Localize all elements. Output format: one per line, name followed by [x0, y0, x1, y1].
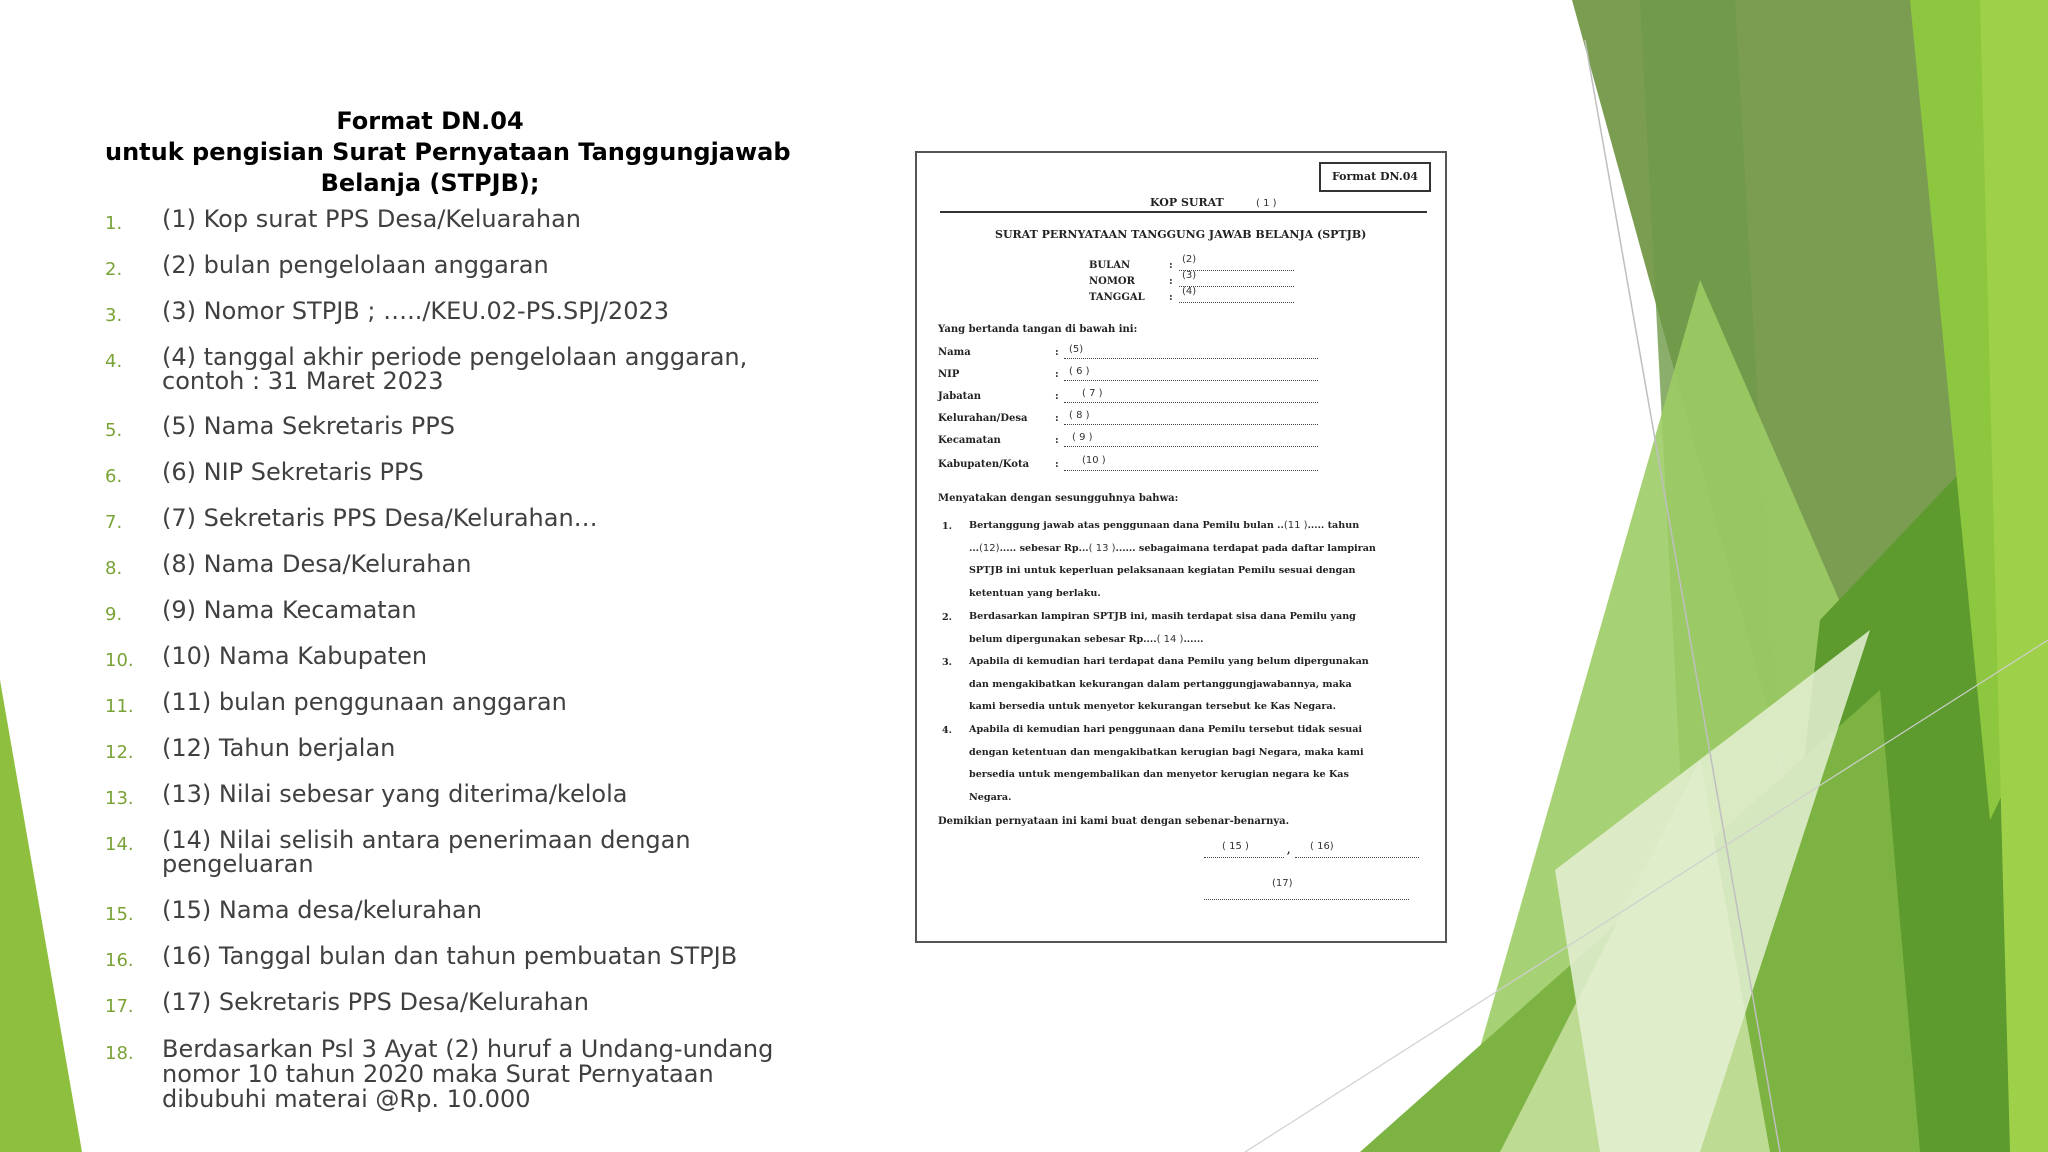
list-text: (2) bulan pengelolaan anggaran	[162, 251, 549, 279]
colon: :	[1055, 435, 1059, 446]
list-text: (5) Nama Sekretaris PPS	[162, 412, 455, 440]
point-4-text: Apabila di kemudian hari penggunaan dana Pemilu tersebut tidak sesuai dengan ketentuan dan mengakibatkan kerugian bagi Negara, maka kami bersedia untuk mengembalikan dan menyetor kerugian negara ke Kas Negara.	[969, 724, 1364, 803]
list-text: (17) Sekretaris PPS Desa/Kelurahan	[162, 988, 589, 1016]
list-number: 18.	[105, 1043, 134, 1064]
form-heading: SURAT PERNYATAAN TANGGUNG JAWAB BELANJA (SPTJB)	[995, 228, 1367, 241]
bulan-annotation: (2)	[1182, 254, 1197, 265]
list-text: (16) Tanggal bulan dan tahun pembuatan STPJB	[162, 942, 738, 970]
list-number: 7.	[105, 512, 123, 533]
comma: ,	[1287, 845, 1291, 856]
field-label-kabupaten: Kabupaten/Kota	[938, 459, 1030, 470]
list-text-continued: pengeluaran	[162, 850, 314, 878]
intro-text: Yang bertanda tangan di bawah ini:	[938, 324, 1138, 335]
list-text: (13) Nilai sebesar yang diterima/kelola	[162, 780, 628, 808]
list-text: (7) Sekretaris PPS Desa/Kelurahan…	[162, 504, 598, 532]
list-number: 5.	[105, 420, 123, 441]
colon: :	[1055, 347, 1059, 358]
bulan-dotted-line	[1179, 270, 1294, 271]
nomor-annotation: (3)	[1182, 270, 1197, 281]
field-label-jabatan: Jabatan	[938, 391, 982, 402]
list-text: Berdasarkan Psl 3 Ayat (2) huruf a Undang-undang	[162, 1035, 774, 1063]
nama-dotted-line	[1064, 358, 1318, 359]
list-text: (9) Nama Kecamatan	[162, 596, 417, 624]
list-text-continued: nomor 10 tahun 2020 maka Surat Pernyataan	[162, 1060, 714, 1088]
annotation-13: ( 13 )	[1088, 542, 1116, 554]
title-line-3: Belanja (STPJB);	[320, 169, 540, 197]
list-number: 6.	[105, 466, 123, 487]
point-3-text: Apabila di kemudian hari terdapat dana Pemilu yang belum dipergunakan dan mengakibatkan kekurangan dalam pertanggungjawabannya, maka kami bersedia untuk menyetor kekurangan tersebut ke Kas Negara.	[969, 656, 1369, 712]
list-number: 2.	[105, 259, 123, 280]
jabatan-annotation: ( 7 )	[1082, 388, 1103, 399]
list-text: (14) Nilai selisih antara penerimaan dengan	[162, 826, 691, 854]
nomor-label: NOMOR	[1089, 276, 1135, 287]
header-rule	[940, 211, 1427, 213]
list-text: (12) Tahun berjalan	[162, 734, 396, 762]
list-number: 11.	[105, 696, 134, 717]
nip-annotation: ( 6 )	[1069, 366, 1090, 377]
annotation-12: (12)	[979, 542, 1000, 554]
nomor-dotted-line	[1179, 286, 1294, 287]
list-text: (6) NIP Sekretaris PPS	[162, 458, 424, 486]
list-text: (4) tanggal akhir periode pengelolaan anggaran,	[162, 343, 748, 371]
field-label-nama: Nama	[938, 347, 971, 358]
annotation-15: ( 15 )	[1222, 841, 1249, 852]
list-number: 9.	[105, 604, 123, 625]
kecamatan-dotted-line	[1064, 446, 1318, 447]
field-label-kecamatan: Kecamatan	[938, 435, 1001, 446]
list-text: (8) Nama Desa/Kelurahan	[162, 550, 472, 578]
list-text-continued: contoh : 31 Maret 2023	[162, 367, 444, 395]
list-number: 8.	[105, 558, 123, 579]
field-label-nip: NIP	[938, 369, 960, 380]
colon: :	[1169, 292, 1173, 303]
date-dotted-line	[1295, 857, 1419, 858]
kelurahan-dotted-line	[1064, 424, 1318, 425]
list-text: (3) Nomor STPJB ; …../KEU.02-PS.SPJ/2023	[162, 297, 669, 325]
point-2-text: Berdasarkan lampiran SPTJB ini, masih terdapat sisa dana Pemilu yang belum dipergunakan sebesar Rp....( 14 )......	[969, 611, 1356, 645]
statement-intro: Menyatakan dengan sesungguhnya bahwa:	[938, 493, 1179, 504]
annotation-11: (11 )	[1283, 520, 1308, 531]
annotation-16: ( 16)	[1310, 841, 1334, 852]
slide-title	[105, 106, 791, 199]
title-line-2: untuk pengisian Surat Pernyataan Tanggungjawab	[105, 138, 791, 166]
title-line-1: Format DN.04	[336, 107, 524, 135]
annotation-14: ( 14 )	[1156, 633, 1184, 645]
list-number: 10.	[105, 650, 134, 671]
nama-annotation: (5)	[1069, 344, 1084, 355]
colon: :	[1055, 391, 1059, 402]
place-dotted-line	[1204, 857, 1284, 858]
tanggal-dotted-line	[1179, 302, 1294, 303]
list-number: 4.	[105, 351, 123, 372]
colon: :	[1169, 276, 1173, 287]
kelurahan-annotation: ( 8 )	[1069, 410, 1090, 421]
list-number: 3.	[105, 305, 123, 326]
signature-dotted-line	[1204, 899, 1409, 900]
kecamatan-annotation: ( 9 )	[1072, 432, 1093, 443]
list-number: 17.	[105, 996, 134, 1017]
nip-dotted-line	[1064, 380, 1318, 381]
closing-statement: Demikian pernyataan ini kami buat dengan sebenar-benarnya.	[938, 816, 1290, 827]
point-number: 2.	[942, 612, 953, 623]
list-number: 14.	[105, 834, 134, 855]
colon: :	[1055, 459, 1059, 470]
list-text-continued: dibubuhi materai @Rp. 10.000	[162, 1085, 531, 1113]
point-number: 1.	[942, 521, 953, 532]
list-number: 12.	[105, 742, 134, 763]
kabupaten-annotation: (10 )	[1082, 455, 1106, 466]
annotation-17: (17)	[1272, 878, 1293, 889]
jabatan-dotted-line	[1064, 402, 1318, 403]
kop-surat-label: KOP SURAT	[1150, 196, 1224, 209]
colon: :	[1055, 369, 1059, 380]
kop-annotation: ( 1 )	[1256, 198, 1277, 209]
sptjb-form-image	[915, 151, 1447, 943]
tanggal-annotation: (4)	[1182, 286, 1197, 297]
tanggal-label: TANGGAL	[1089, 292, 1145, 303]
colon: :	[1055, 413, 1059, 424]
list-text: (1) Kop surat PPS Desa/Keluarahan	[162, 205, 581, 233]
colon: :	[1169, 260, 1173, 271]
list-number: 16.	[105, 950, 134, 971]
point-number: 4.	[942, 725, 953, 736]
list-number: 15.	[105, 904, 134, 925]
point-number: 3.	[942, 657, 953, 668]
format-label-box: Format DN.04	[1319, 162, 1431, 192]
bulan-label: BULAN	[1089, 260, 1131, 271]
list-number: 13.	[105, 788, 134, 809]
list-number: 1.	[105, 213, 123, 234]
list-text: (11) bulan penggunaan anggaran	[162, 688, 567, 716]
point-1-text: Bertanggung jawab atas penggunaan dana Pemilu bulan ..(11 )..... tahun ...(12)..... sebesar Rp...( 13 )...... sebagaimana terdapat pada daftar lampiran SPTJB ini untuk keperluan pelaksanaan kegiatan Pemilu sesuai dengan ketentuan yang berlaku.	[969, 520, 1376, 599]
field-label-kelurahan: Kelurahan/Desa	[938, 413, 1028, 424]
list-text: (10) Nama Kabupaten	[162, 642, 428, 670]
list-text: (15) Nama desa/kelurahan	[162, 896, 482, 924]
kabupaten-dotted-line	[1064, 470, 1318, 471]
